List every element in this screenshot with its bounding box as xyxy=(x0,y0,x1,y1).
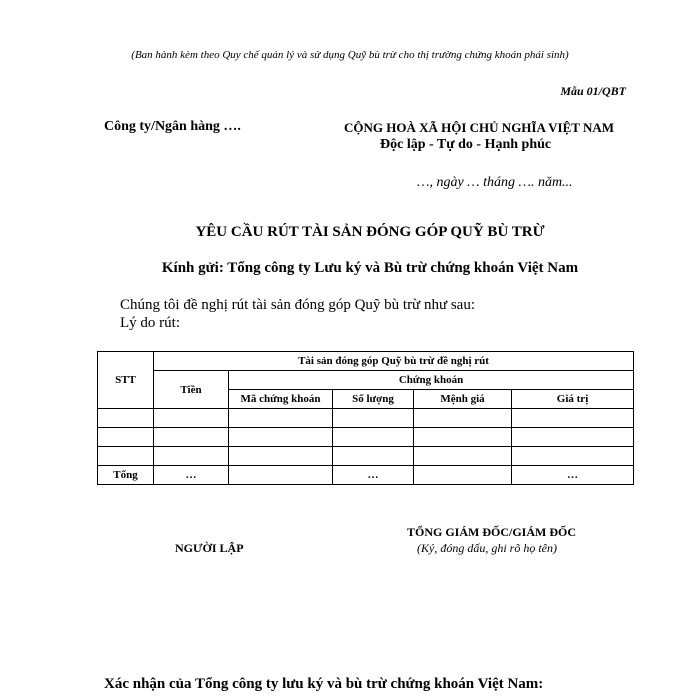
table-cell xyxy=(98,428,154,447)
col-stt-header: STT xyxy=(98,352,154,409)
col-code-header: Mã chứng khoán xyxy=(229,390,333,409)
document-title: YÊU CẦU RÚT TÀI SẢN ĐÓNG GÓP QUỸ BÙ TRỪ xyxy=(195,224,545,240)
nation-heading: CỘNG HOÀ XÃ HỘI CHỦ NGHĨA VIỆT NAM xyxy=(344,120,615,135)
header-note: (Ban hành kèm theo Quy chế quản lý và sử dụng Quỹ bù trừ cho thị trường chứng khoán phái sinh) xyxy=(131,49,569,61)
company-label: Công ty/Ngân hàng …. xyxy=(104,119,241,134)
request-text: Chúng tôi đề nghị rút tài sản đóng góp Quỹ bù trừ như sau: xyxy=(120,297,475,313)
table-cell xyxy=(98,409,154,428)
addressee xyxy=(0,260,700,277)
director-note: (Ký, đóng dấu, ghi rõ họ tên) xyxy=(417,541,557,555)
reason-label: Lý do rút: xyxy=(120,315,180,331)
col-par-header: Mệnh giá xyxy=(414,390,512,409)
table-cell xyxy=(414,466,512,485)
table-cell xyxy=(154,447,229,466)
table-cell xyxy=(229,466,333,485)
table-cell xyxy=(333,447,414,466)
motto: Độc lập - Tự do - Hạnh phúc xyxy=(380,137,552,152)
col-qty-header: Số lượng xyxy=(333,390,414,409)
col-cash-header: Tiền xyxy=(154,371,229,409)
table-row xyxy=(98,428,634,447)
table-cell xyxy=(333,428,414,447)
total-qty: … xyxy=(333,466,414,485)
date-line: …, ngày … tháng …. năm... xyxy=(417,175,573,190)
total-cash: … xyxy=(154,466,229,485)
confirmation-label: Xác nhận của Tổng công ty lưu ký và bù trừ chứng khoán Việt Nam: xyxy=(104,676,544,692)
total-value: … xyxy=(512,466,634,485)
table-cell xyxy=(229,428,333,447)
table-cell xyxy=(154,428,229,447)
table-row xyxy=(98,409,634,428)
table-cell xyxy=(229,447,333,466)
director-title: TỔNG GIÁM ĐỐC/GIÁM ĐỐC xyxy=(407,525,576,539)
assets-table xyxy=(97,351,634,485)
group-header: Tài sản đóng góp Quỹ bù trừ đề nghị rút xyxy=(154,352,634,371)
form-code: Mẫu 01/QBT xyxy=(560,84,626,98)
securities-header: Chứng khoán xyxy=(229,371,634,390)
col-value-header: Giá trị xyxy=(512,390,634,409)
table-cell xyxy=(414,447,512,466)
addressee-text: Kính gửi: Tổng công ty Lưu ký và Bù trừ chứng khoán Việt Nam xyxy=(161,260,579,276)
table-cell xyxy=(512,447,634,466)
table-row xyxy=(98,447,634,466)
table-cell xyxy=(512,428,634,447)
table-cell xyxy=(229,409,333,428)
table-cell xyxy=(512,409,634,428)
table-cell xyxy=(333,409,414,428)
table-cell xyxy=(154,409,229,428)
total-row xyxy=(98,466,634,485)
table-cell xyxy=(414,409,512,428)
table-cell xyxy=(414,428,512,447)
preparer-label: NGƯỜI LẬP xyxy=(175,541,244,555)
table-cell xyxy=(98,447,154,466)
total-label: Tổng xyxy=(98,466,154,485)
